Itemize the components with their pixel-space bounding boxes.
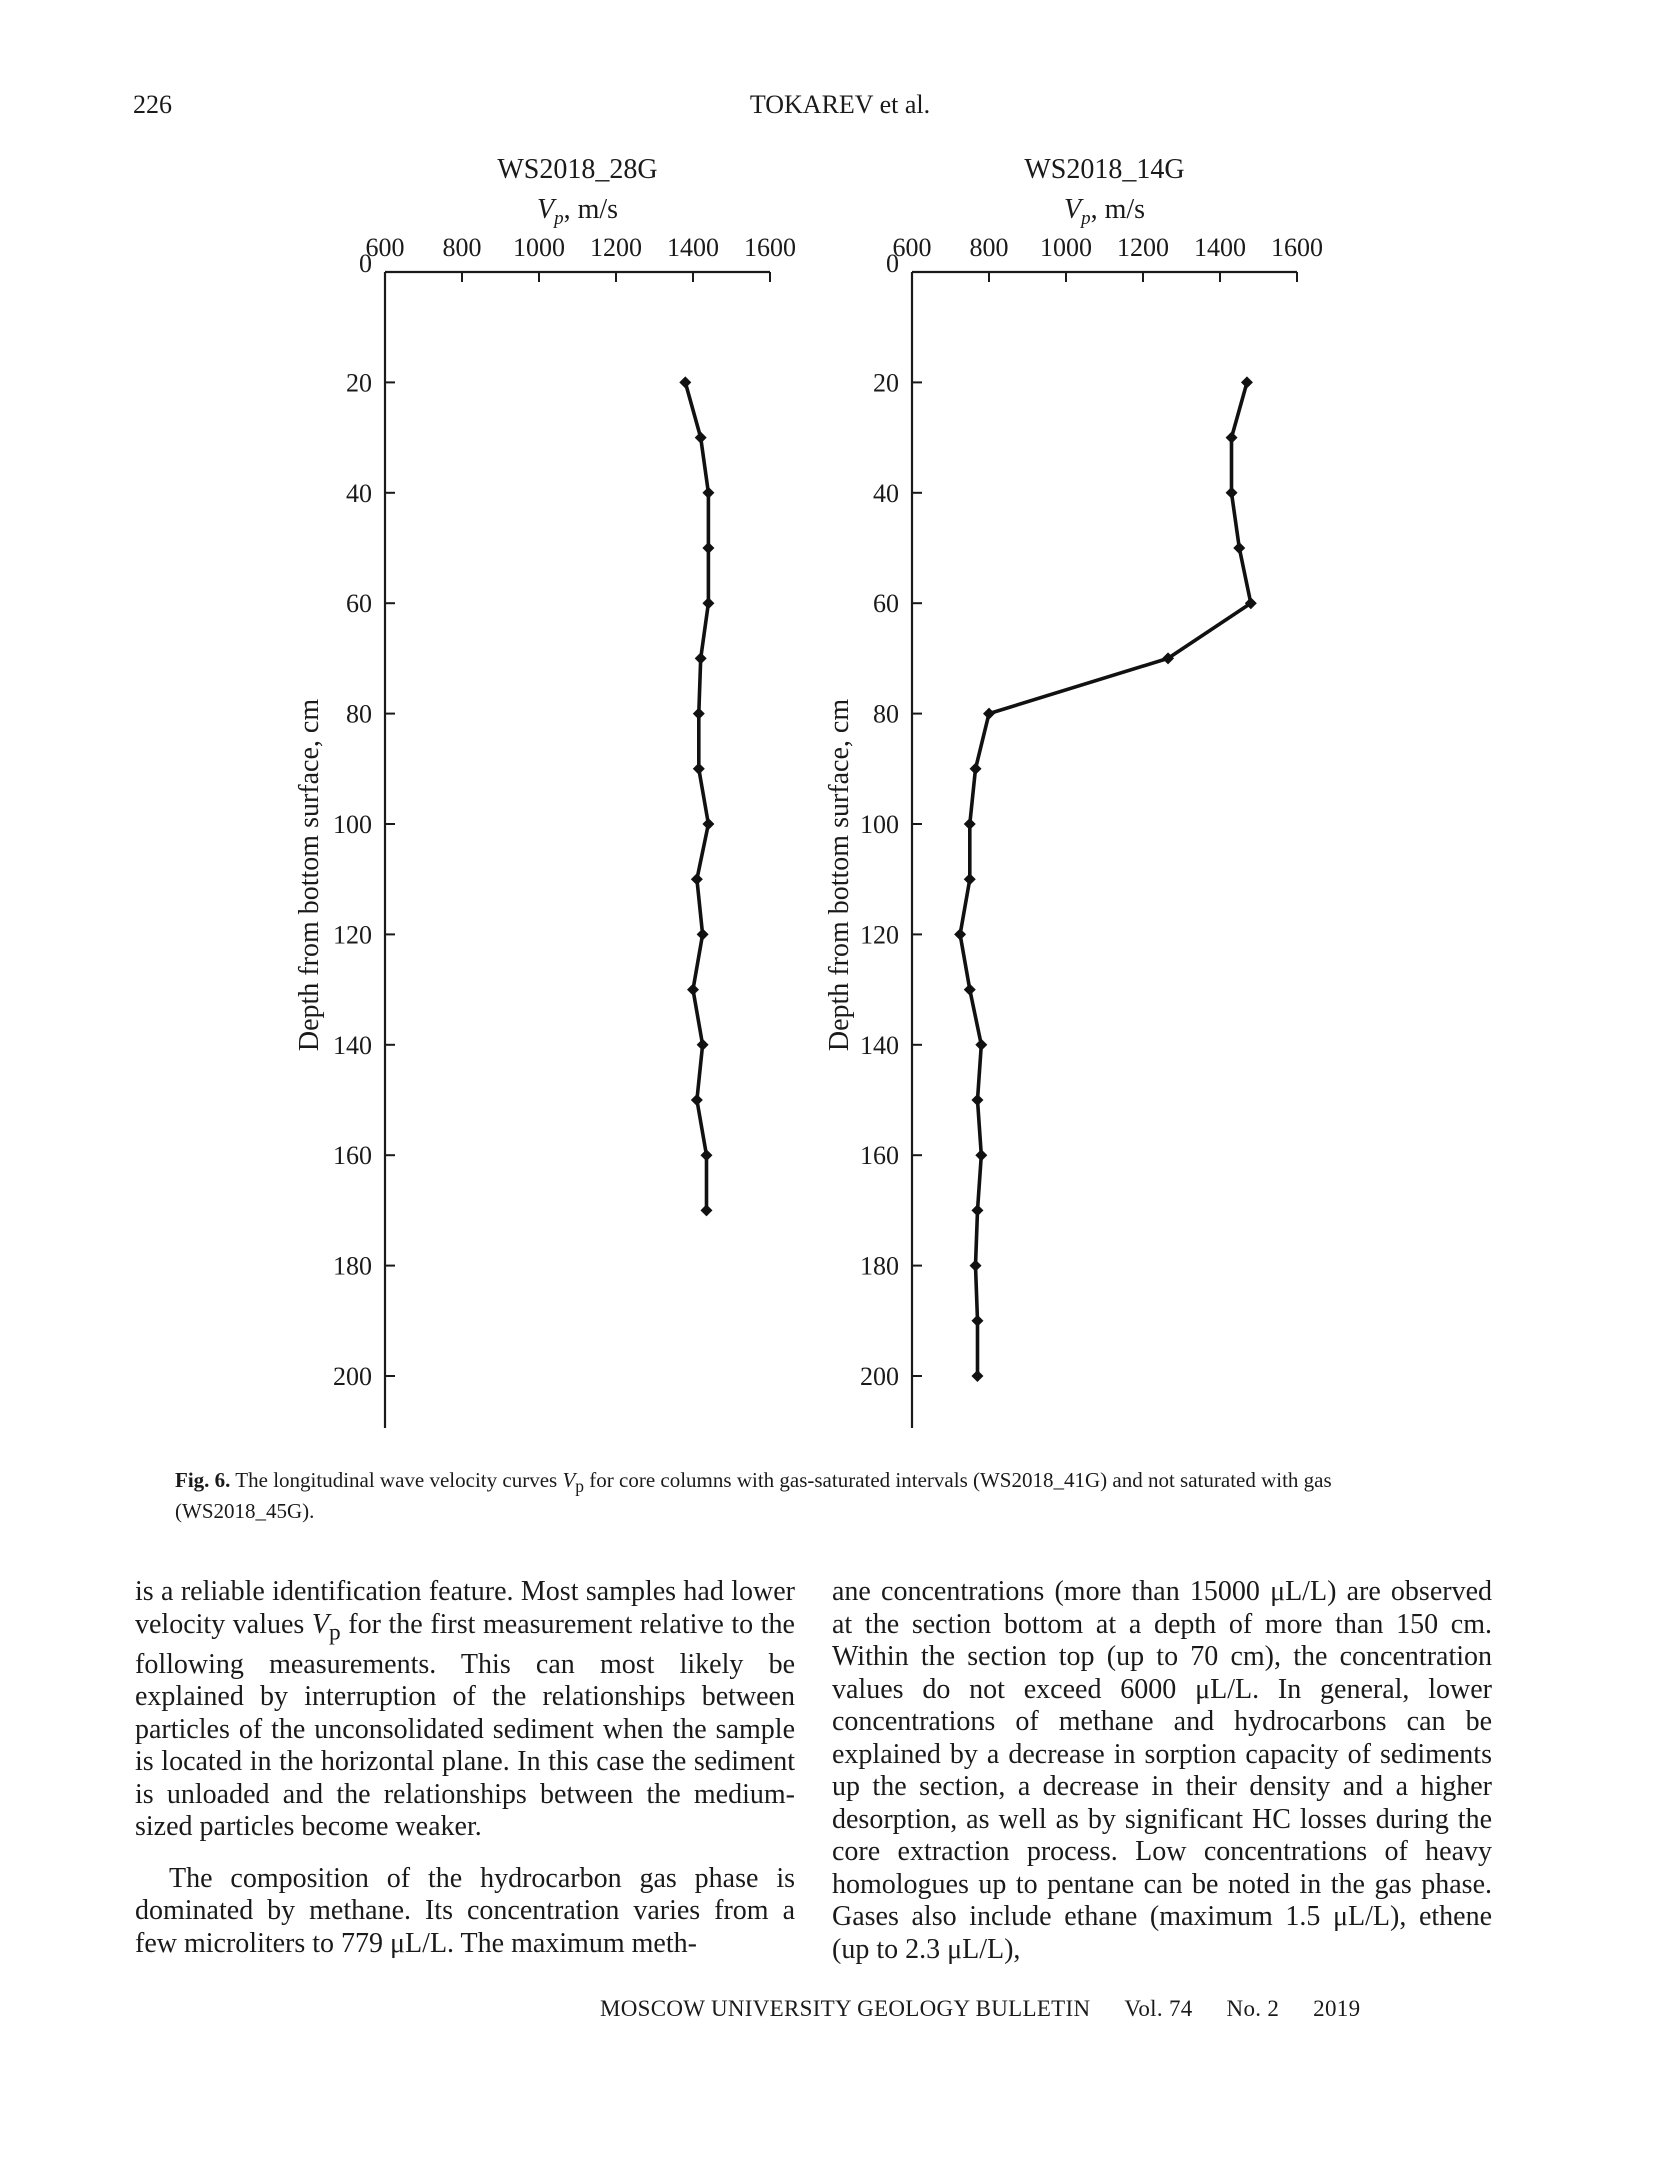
x-tick-label: 1000 <box>513 233 565 262</box>
y-tick-label: 80 <box>873 699 899 729</box>
paragraph-text: ane concentrations (more than 15000 μL/L) are observed at the section bottom at a depth of more than 150 cm. Within the section top (up to 70 cm), the concentration values do not exceed 6000 μL/L. In general, lower concentrations of methane and hydrocarbons can be explained by a decrease in sorption capacity of sediments up the section, a decrease in their density and a higher desorption, as well as by significant HC losses during the core extraction process. Low concentrations of heavy homologues up to pentane can be noted in the gas phase. Gases also include ethane (maximum 1.5 μL/L), ethene (up to 2.3 μL/L), <box>832 1576 1492 1965</box>
caption-subscript: p <box>575 1476 585 1497</box>
y-tick-label: 100 <box>860 810 899 839</box>
x-tick-label: 600 <box>892 233 932 262</box>
vp-symbol: V <box>1063 194 1082 225</box>
caption-text-1: The longitudinal wave velocity curves <box>230 1468 563 1492</box>
y-tick-label: 160 <box>860 1141 899 1171</box>
paragraph <box>832 1576 1492 1966</box>
vp-subscript: p <box>329 1619 341 1646</box>
y-tick-label: 120 <box>333 920 372 950</box>
data-point <box>695 652 707 664</box>
data-point <box>971 1315 983 1327</box>
x-axis-label <box>1064 194 1145 229</box>
journal-issue: No. 2 <box>1226 1996 1280 2021</box>
data-point <box>1226 487 1238 499</box>
y-tick-label: 0 <box>886 249 899 278</box>
body-column-right <box>832 1576 1492 1985</box>
y-tick-label: 180 <box>333 1251 372 1281</box>
y-tick-label: 180 <box>860 1251 899 1281</box>
data-point <box>970 763 982 775</box>
x-tick-label: 1200 <box>1117 233 1169 262</box>
caption-label: Fig. 6. <box>175 1468 231 1492</box>
data-point <box>702 818 714 830</box>
page-number: 226 <box>133 90 172 119</box>
figure-caption <box>175 1468 1475 1524</box>
data-point <box>693 708 705 720</box>
y-tick-label: 60 <box>346 589 372 619</box>
y-tick-label: 20 <box>873 368 899 398</box>
y-tick-label: 20 <box>346 368 372 398</box>
data-point <box>700 1204 712 1216</box>
data-point <box>971 1370 983 1382</box>
y-tick-label: 140 <box>860 1030 899 1060</box>
paragraph <box>135 1863 795 1961</box>
x-tick-label: 1200 <box>590 233 642 262</box>
x-tick-label: 1400 <box>1194 233 1246 262</box>
vp-subscript: p <box>554 208 564 229</box>
data-point <box>687 984 699 996</box>
y-tick-label: 120 <box>860 920 899 950</box>
data-point <box>964 984 976 996</box>
chart-title: WS2018_28G <box>497 154 658 185</box>
y-tick-label: 200 <box>333 1362 372 1391</box>
x-tick-label: 1400 <box>667 233 719 262</box>
data-point <box>1241 376 1253 388</box>
x-tick-label: 1000 <box>1040 233 1092 262</box>
x-axis-unit: , m/s <box>563 194 619 225</box>
y-axis-label: Depth from bottom surface, cm <box>824 698 855 1052</box>
journal-volume: Vol. 74 <box>1124 1996 1193 2021</box>
data-point <box>693 763 705 775</box>
x-axis-label <box>537 194 618 229</box>
y-tick-label: 160 <box>333 1141 372 1171</box>
vp-subscript: p <box>1081 208 1091 229</box>
x-axis-unit: , m/s <box>1090 194 1146 225</box>
data-point <box>695 432 707 444</box>
chart-ws2018-14g <box>824 154 1323 1428</box>
data-point <box>697 928 709 940</box>
series-line <box>960 382 1251 1376</box>
y-tick-label: 100 <box>333 810 372 839</box>
data-point <box>1226 432 1238 444</box>
vp-symbol: V <box>536 194 555 225</box>
journal-name: MOSCOW UNIVERSITY GEOLOGY BULLETIN <box>600 1996 1091 2021</box>
y-tick-label: 200 <box>860 1362 899 1391</box>
paragraph <box>135 1576 795 1844</box>
x-tick-label: 1600 <box>1271 233 1323 262</box>
data-point <box>702 597 714 609</box>
data-point <box>975 1149 987 1161</box>
data-point <box>691 873 703 885</box>
data-point <box>954 928 966 940</box>
data-point <box>971 1094 983 1106</box>
paragraph-text: for the first measurement relative to the following measurements. This can most likely be explained by interruption of the relationships between particles of the unconsolidated sediment when the sample is located in the horizontal plane. In this case the sediment is unloaded and the relationships between the medium-sized particles become weaker. <box>135 1608 795 1843</box>
y-axis-label: Depth from bottom surface, cm <box>294 698 325 1052</box>
data-point <box>700 1149 712 1161</box>
y-tick-label: 60 <box>873 589 899 619</box>
journal-year: 2019 <box>1313 1996 1361 2021</box>
running-head: TOKAREV et al. <box>749 90 931 119</box>
data-point <box>964 873 976 885</box>
data-point <box>975 1039 987 1051</box>
paragraph-text: is a reliable identification feature. Most samples had lower velocity values <box>135 1576 795 1640</box>
x-tick-label: 800 <box>442 233 482 262</box>
body-column-left <box>135 1576 795 1979</box>
x-tick-label: 800 <box>969 233 1009 262</box>
paragraph-text: The composition of the hydrocarbon gas phase is dominated by methane. Its concentration varies from a few microliters to 779 μL/L. The maximum meth- <box>135 1862 795 1959</box>
y-tick-label: 0 <box>359 249 372 278</box>
data-point <box>983 708 995 720</box>
chart-title: WS2018_14G <box>1024 154 1185 185</box>
data-point <box>702 542 714 554</box>
data-point <box>970 1260 982 1272</box>
y-tick-label: 80 <box>346 699 372 729</box>
caption-text-2: for core columns with gas-saturated intervals (WS2018_41G) and not saturated with gas (WS2018_45G). <box>175 1468 1332 1524</box>
data-point <box>679 376 691 388</box>
data-point <box>964 818 976 830</box>
x-tick-label: 600 <box>365 233 405 262</box>
page-footer <box>600 1996 1360 2022</box>
x-tick-label: 1600 <box>744 233 796 262</box>
data-point <box>702 487 714 499</box>
series-line <box>685 382 708 1210</box>
y-tick-label: 140 <box>333 1030 372 1060</box>
y-tick-label: 40 <box>346 478 372 508</box>
data-point <box>697 1039 709 1051</box>
chart-ws2018-28g <box>294 154 796 1428</box>
y-tick-label: 40 <box>873 478 899 508</box>
vp-symbol: V <box>311 1608 330 1640</box>
data-point <box>1233 542 1245 554</box>
caption-symbol: V <box>562 1468 576 1492</box>
data-point <box>971 1204 983 1216</box>
data-point <box>691 1094 703 1106</box>
